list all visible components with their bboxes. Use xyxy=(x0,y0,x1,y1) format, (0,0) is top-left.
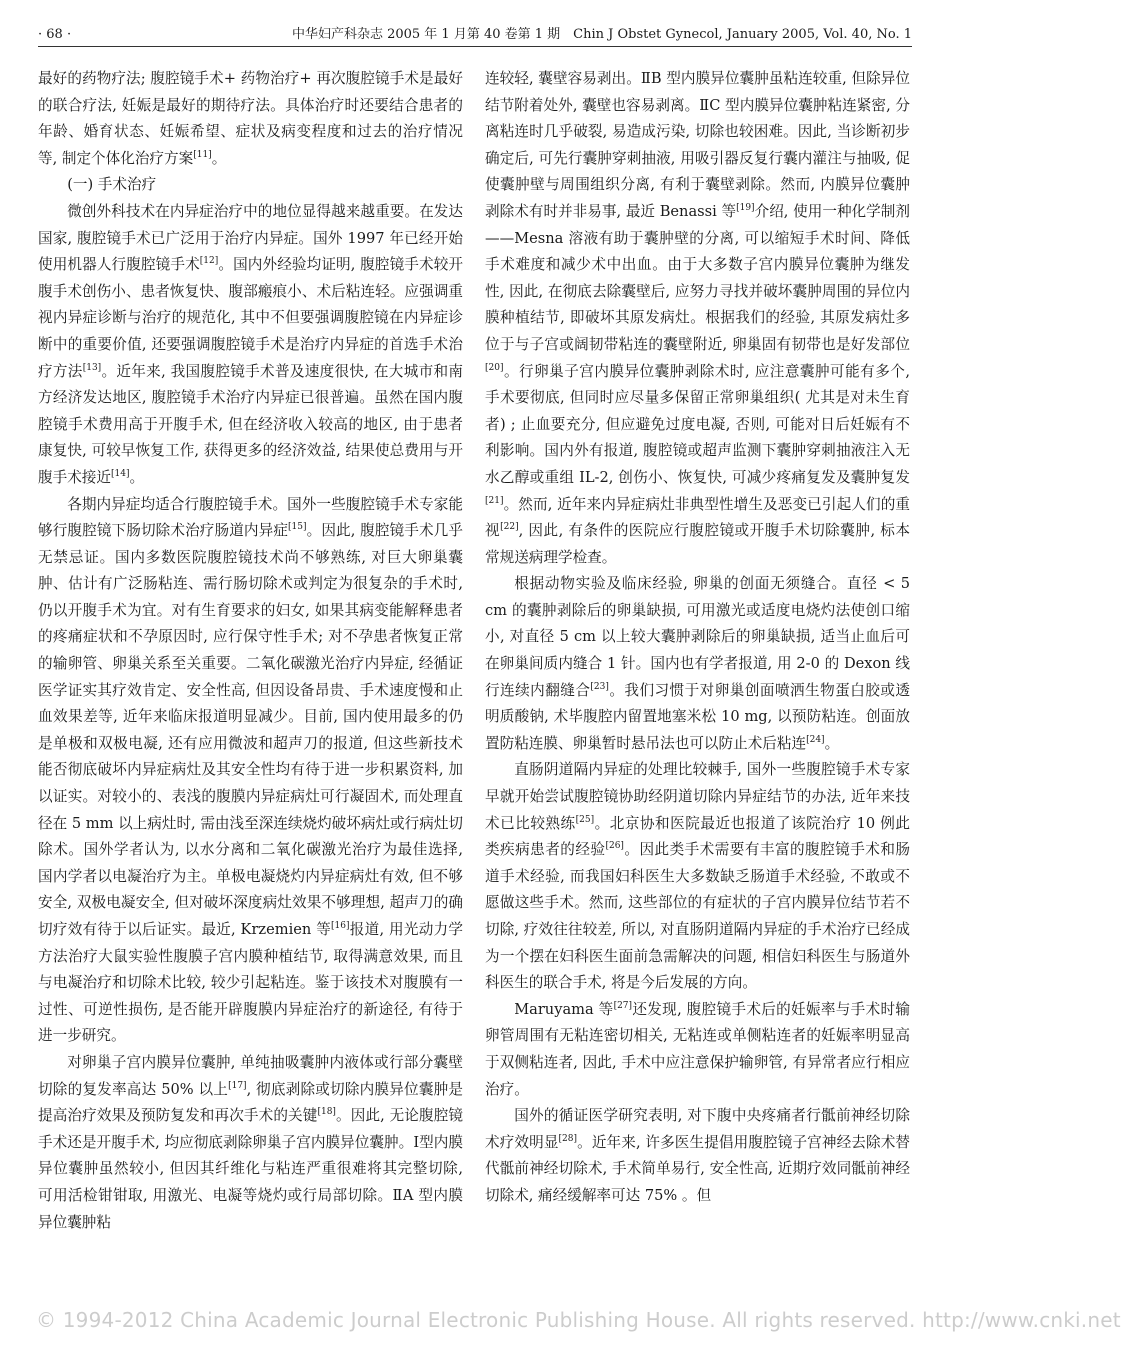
citation-ref: [27] xyxy=(613,1000,633,1011)
paragraph: 对卵巢子宫内膜异位囊肿, 单纯抽吸囊肿内液体或行部分囊壁切除的复发率高达 50% 以上[17], 彻底剥除或切除内膜异位囊肿是提高治疗效果及预防复发和再次手术的关键[18]。因此, 无论腹腔镜手术还是开腹手术, 均应彻底剥除卵巢子宫内膜异位囊肿。Ⅰ型内膜异位囊肿虽然较小, 但因其纤维化与粘连严重很难将其完整切除, 可用活检钳钳取, 用激光、电凝等烧灼或行局部切除。ⅡA 型内膜异位囊肿粘 xyxy=(38,1053,464,1231)
citation-ref: [12] xyxy=(199,256,219,267)
citation-ref: [18] xyxy=(317,1107,336,1118)
paragraph: Maruyama 等[27]还发现, 腹腔镜手术后的妊娠率与手术时输卵管周围有无粘连密切相关, 无粘连或单侧粘连者的妊娠率明显高于双侧粘连者, 因此, 手术中应注意保护输卵管, 有异常者应行相应治疗。 xyxy=(485,1000,910,1098)
citation-ref: [21] xyxy=(485,495,504,506)
citation-ref: [28] xyxy=(558,1133,578,1144)
citation-ref: [16] xyxy=(331,921,350,932)
citation-ref: [23] xyxy=(590,681,609,692)
copyright-watermark: © 1994-2012 China Academic Journal Electronic Publishing House. All rights reserved. http://www.cnki.net xyxy=(36,1308,1121,1332)
citation-ref: [22] xyxy=(500,522,519,533)
left-column xyxy=(38,66,463,1236)
citation-ref: [26] xyxy=(605,841,624,852)
right-column xyxy=(485,66,910,1210)
paragraph: 微创外科技术在内异症治疗中的地位显得越来越重要。在发达国家, 腹腔镜手术已广泛用于治疗内异症。国外 1997 年已经开始使用机器人行腹腔镜手术[12]。国内外经验均证明, 腹腔镜手术较开腹手术创伤小、患者恢复快、腹部瘢痕小、术后粘连轻。应强调重视内异症诊断与治疗的规范化, 其中不但要强调腹腔镜在内异症诊断中的重要价值, 还要强调腹腔镜手术是治疗内异症的首选手术治疗方法[13]。近年来, 我国腹腔镜手术普及速度很快, 在大城市和南方经济发达地区, 腹腔镜手术治疗内异症已很普遍。虽然在国内腹腔镜手术费用高于开腹手术, 但在经济收入较高的地区, 由于患者康复快, 可较早恢复工作, 获得更多的经济效益, 结果使总费用与开腹手术接近[14]。 xyxy=(38,202,463,486)
running-header xyxy=(38,24,912,47)
paragraph: 最好的药物疗法; 腹腔镜手术+ 药物治疗+ 再次腹腔镜手术是最好的联合疗法, 妊娠是最好的期待疗法。具体治疗时还要结合患者的年龄、婚育状态、妊娠希望、症状及病变程度和过去的治疗情况等, 制定个体化治疗方案[11]。 xyxy=(38,70,463,167)
paragraph: 各期内异症均适合行腹腔镜手术。国外一些腹腔镜手术专家能够行腹腔镜下肠切除术治疗肠道内异症[15]。因此, 腹腔镜手术几乎无禁忌证。国内多数医院腹腔镜技术尚不够熟练, 对巨大卵巢囊肿、估计有广泛肠粘连、需行肠切除术或判定为很复杂的手术时, 仍以开腹手术为宜。对有生育要求的妇女, 如果其病变能解释患者的疼痛症状和不孕原因时, 应行保守性手术; 对不孕患者恢复正常的输卵管、卵巢关系至关重要。二氧化碳激光治疗内异症, 经循证医学证实其疗效肯定、安全性高, 但因设备昂贵、手术速度慢和止血效果差等, 近年来临床报道明显减少。目前, 国内使用最多的仍是单极和双极电凝, 还有应用微波和超声刀的报道, 但这些新技术能否彻底破坏内异症病灶及其安全性均有待于进一步积累资料, 加以证实。对较小的、表浅的腹膜内异症病灶可行凝固术, 而处理直径在 5 mm 以上病灶时, 需由浅至深连续烧灼破坏病灶或行病灶切除术。国外学者认为, 以水分离和二氧化碳激光治疗为最佳选择, 国内学者以电凝治疗为主。单极电凝烧灼内异症病灶有效, 但不够安全, 双极电凝安全, 但对破坏深度病灶效果不够理想, 超声刀的确切疗效有待于以后证实。最近, Krzemien 等[16]报道, 用光动力学方法治疗大鼠实验性腹膜子宫内膜种植结节, 取得满意效果, 而且与电凝治疗和切除术比较, 较少引起粘连。鉴于该技术对腹膜有一过性、可逆性损伤, 是否能开辟腹膜内异症治疗的新途径, 有待于进一步研究。 xyxy=(38,495,464,1045)
citation-ref: [13] xyxy=(82,362,102,373)
citation-ref: [17] xyxy=(228,1080,247,1091)
paragraph: 直肠阴道隔内异症的处理比较棘手, 国外一些腹腔镜手术专家早就开始尝试腹腔镜协助经阴道切除内异症结节的办法, 近年来技术已比较熟练[25]。北京协和医院最近也报道了该院治疗 10 例此类疾病患者的经验[26]。因此类手术需要有丰富的腹腔镜手术和肠道手术经验, 而我国妇科医生大多数缺乏肠道手术经验, 不敢或不愿做这些手术。然而, 这些部位的有症状的子宫内膜异位结节若不切除, 疗效往往较差, 所以, 对直肠阴道隔内异症的手术治疗已经成为一个摆在妇科医生面前急需解决的问题, 相信妇科医生与肠道外科医生的联合手术, 将是今后发展的方向。 xyxy=(485,761,910,992)
paragraph: 根据动物实验及临床经验, 卵巢的创面无须缝合。直径 < 5 cm 的囊肿剥除后的卵巢缺损, 可用激光或适度电烧灼法使创口缩小, 对直径 5 cm 以上较大囊肿剥除后的卵巢缺损, 适当止血后可在卵巢间质内缝合 1 针。国内也有学者报道, 用 2-0 的 Dexon 线行连续内翻缝合[23]。我们习惯于对卵巢创面喷洒生物蛋白胶或透明质酸钠, 术毕腹腔内留置地塞米松 10 mg, 以预防粘连。创面放置防粘连膜、卵巢暂时悬吊法也可以防止术后粘连[24]。 xyxy=(485,575,910,752)
paragraph: 连较轻, 囊壁容易剥出。ⅡB 型内膜异位囊肿虽粘连较重, 但除异位结节附着处外, 囊壁也容易剥离。ⅡC 型内膜异位囊肿粘连紧密, 分离粘连时几乎破裂, 易造成污染, 切除也较困难。因此, 当诊断初步确定后, 可先行囊肿穿刺抽液, 用吸引器反复行囊内灌注与抽吸, 促使囊肿壁与周围组织分离, 有利于囊壁剥除。然而, 内膜异位囊肿剥除术有时并非易事, 最近 Benassi 等[19]介绍, 使用一种化学制剂——Mesna 溶液有助于囊肿壁的分离, 可以缩短手术时间、降低手术难度和减少术中出血。由于大多数子宫内膜异位囊肿为继发性, 因此, 在彻底去除囊壁后, 应努力寻找并破坏囊肿周围的异位内膜种植结节, 即破坏其原发病灶。根据我们的经验, 其原发病灶多位于与子宫或阔韧带粘连的囊壁附近, 卵巢固有韧带也是好发部位[20]。行卵巢子宫内膜异位囊肿剥除术时, 应注意囊肿可能有多个, 手术要彻底, 但同时应尽量多保留正常卵巢组织( 尤其是对未生育者) ; 止血要充分, 但应避免过度电凝, 否则, 可能对日后妊娠有不利影响。国内外有报道, 腹腔镜或超声监测下囊肿穿刺抽液注入无水乙醇或重组 IL-2, 创伤小、恢复快, 可减少疼痛复发及囊肿复发[21]。然而, 近年来内异症病灶非典型性增生及恶变已引起人们的重视[22], 因此, 有条件的医院应行腹腔镜或开腹手术切除囊肿, 标本常规送病理学检查。 xyxy=(485,70,910,566)
paragraph: 国外的循证医学研究表明, 对下腹中央疼痛者行骶前神经切除术疗效明显[28]。近年来, 许多医生提倡用腹腔镜子宫神经去除术替代骶前神经切除术, 手术简单易行, 安全性高, 近期疗效同骶前神经切除术, 痛经缓解率可达 75% 。但 xyxy=(485,1107,910,1204)
citation-ref: [20] xyxy=(485,362,504,373)
journal-citation: 中华妇产科杂志 2005 年 1 月第 40 卷第 1 期 Chin J Obstet Gynecol, January 2005, Vol. 40, No. 1 xyxy=(291,27,912,42)
page-number: · 68 · xyxy=(38,27,72,42)
citation-ref: [25] xyxy=(575,814,595,825)
citation-ref: [14] xyxy=(110,469,130,480)
section-heading: (一) 手术治疗 xyxy=(67,176,157,194)
citation-ref: [15] xyxy=(288,522,307,533)
citation-ref: [11] xyxy=(193,149,212,160)
citation-ref: [24] xyxy=(806,734,825,745)
citation-ref: [19] xyxy=(736,203,755,214)
